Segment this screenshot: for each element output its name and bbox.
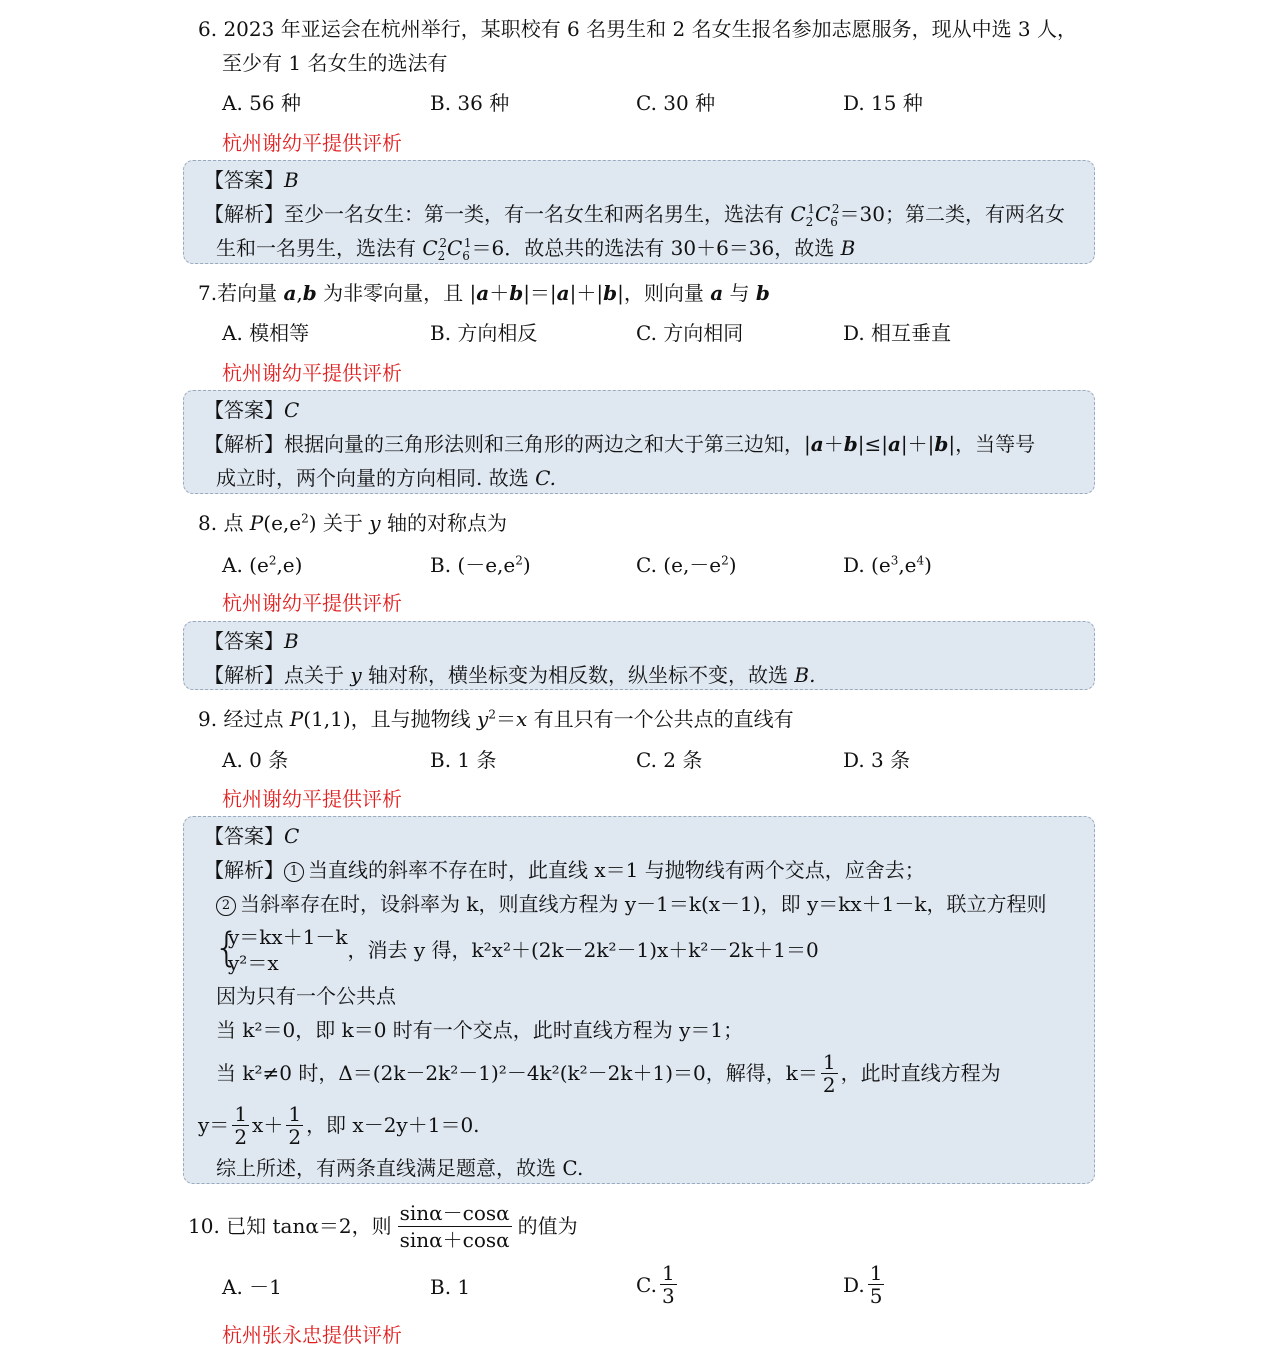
question-8-text: 关于 (316, 511, 370, 535)
option-b[interactable]: B. $(-e,e^2)$ (430, 553, 531, 577)
analysis-text: 当 k²≠0 时，Δ＝(2k－2k²－1)²－4k²(k²－2k＋1)＝0，解得，k＝ (216, 1061, 818, 1085)
answer-box-7: 【答案】C 【解析】根据向量的三角形法则和三角形的两边之和大于第三边知，|a＋b|≤|a|＋|b|，当等号 成立时，两个向量的方向相同. 故选 C. (183, 390, 1095, 494)
option-a[interactable]: A. 模相等 (222, 321, 310, 345)
analysis-tag: 【解析】 (204, 202, 284, 226)
option-d[interactable]: D. 相互垂直 (843, 321, 952, 345)
provider-note: 杭州谢幼平提供评析 (222, 131, 402, 155)
analysis-text: ＝6．故总共的选法有 30＋6＝36，故选 (471, 236, 841, 260)
question-8: 8. 点 $P(e,e^2)$ 关于 y 轴的对称点为 (198, 511, 507, 535)
question-8-text: 8. 点 (198, 511, 250, 535)
answer-tag: 【答案】 (204, 824, 284, 848)
question-9-options (222, 743, 1082, 777)
circled-number: 2 (216, 896, 236, 916)
answer-box-8: 【答案】B 【解析】点关于 y 轴对称，横坐标变为相反数，纵坐标不变，故选 B. (183, 621, 1095, 690)
fraction: $\frac{1}{2}$ (288, 1101, 302, 1149)
fraction: $\frac{\sin\alpha-\cos\alpha}{\sin\alpha+\cos\alpha}$ (399, 1200, 510, 1252)
question-8-options (222, 548, 1082, 582)
analysis-tag: 【解析】 (204, 858, 284, 882)
option-d[interactable]: D. $(e^3,e^4)$ (843, 553, 932, 577)
option-a[interactable]: A. $(e^2,e)$ (222, 553, 303, 577)
option-c[interactable]: C. 30 种 (636, 91, 716, 115)
answer-value: B (284, 168, 299, 192)
analysis-tag: 【解析】 (204, 432, 284, 456)
option-d[interactable]: D. 3 条 (843, 748, 911, 772)
answer-tag: 【答案】 (204, 629, 284, 653)
question-7-text: 若向量 (217, 281, 284, 305)
question-7-options (222, 316, 1082, 350)
option-c[interactable]: C. 2 条 (636, 748, 703, 772)
analysis-choice: B (840, 236, 856, 260)
fraction: $\frac{1}{2}$ (822, 1049, 836, 1097)
question-7-text: ，则向量 (623, 281, 711, 305)
analysis-text: ，此时直线方程为 (840, 1061, 1001, 1085)
question-6 (198, 12, 1098, 80)
equation-system: { y＝kx＋1－k y²＝x (216, 924, 348, 976)
question-6-line1: 6. 2023 年亚运会在杭州举行，某职校有 6 名男生和 2 名女生报名参加志愿服务，现从中选 3 人， (198, 17, 1078, 41)
analysis-text: 因为只有一个公共点 (216, 984, 396, 1008)
option-b[interactable]: B. 1 条 (430, 748, 497, 772)
question-7-text: 为非零向量，且 (316, 281, 470, 305)
analysis-text: 综上所述，有两条直线满足题意，故选 C. (216, 1156, 584, 1180)
answer-box-6: 【答案】B 【解析】至少一名女生：第一类，有一名女生和两名男生，选法有 $C_2^1C_6^2=30$；第二类，有两名女 生和一名男生，选法有 $C_2^2C_6^1=6$．故总共的选法有 30＋6＝36，故选 B (183, 160, 1095, 264)
analysis-text: 当斜率存在时，设斜率为 k，则直线方程为 y－1＝k(x－1)，即 y＝kx＋1－k，联立方程则 (240, 892, 1047, 916)
analysis-tag: 【解析】 (204, 663, 284, 687)
analysis-text: y＝ (198, 1113, 230, 1137)
question-9-text: ，且与抛物线 (350, 707, 478, 731)
question-7-text: 与 (723, 281, 756, 305)
analysis-text: 成立时，两个向量的方向相同. 故选 (216, 466, 536, 490)
answer-box-9 (183, 816, 1095, 1184)
option-c[interactable]: C. $(e,-e^2)$ (636, 553, 737, 577)
question-8-text: 轴的对称点为 (380, 511, 507, 535)
option-d[interactable]: D. $\frac{1}{5}$ (843, 1261, 883, 1308)
option-c[interactable]: C. 方向相同 (636, 321, 744, 345)
answer-value: C (284, 824, 300, 848)
question-9: 9. 经过点 P(1,1)，且与抛物线 $y^2=x$ 有且只有一个公共点的直线有 (198, 707, 794, 731)
question-7: 7.若向量 a,b 为非零向量，且 |a＋b|＝|a|＋|b|，则向量 a 与 b (198, 281, 770, 305)
analysis-text: ，消去 y 得，k²x²＋(2k－2k²－1)x＋k²－2k＋1＝0 (347, 938, 819, 962)
analysis-text: 当 k²＝0，即 k＝0 时有一个交点，此时直线方程为 y＝1； (216, 1018, 744, 1042)
question-9-text: 9. 经过点 (198, 707, 290, 731)
question-7-number: 7. (198, 281, 218, 305)
analysis-choice: B. (794, 663, 816, 687)
option-b[interactable]: B. 方向相反 (430, 321, 538, 345)
analysis-text: 轴对称，横坐标变为相反数，纵坐标不变，故选 (361, 663, 795, 687)
analysis-text: ，即 x－2y＋1＝0. (306, 1113, 480, 1137)
answer-value: C (284, 398, 300, 422)
provider-note: 杭州谢幼平提供评析 (222, 591, 402, 615)
option-c[interactable]: C. $\frac{1}{3}$ (636, 1261, 675, 1308)
question-10-text: 的值为 (517, 1214, 578, 1238)
provider-note: 杭州谢幼平提供评析 (222, 361, 402, 385)
analysis-text: 根据向量的三角形法则和三角形的两边之和大于第三边知， (284, 432, 804, 456)
analysis-choice: C. (535, 466, 557, 490)
analysis-text: 当直线的斜率不存在时，此直线 x＝1 与抛物线有两个交点，应舍去； (308, 858, 925, 882)
option-b[interactable]: B. 1 (430, 1275, 471, 1299)
answer-tag: 【答案】 (204, 168, 284, 192)
question-10 (188, 1198, 1088, 1254)
analysis-text: ＝30；第二类，有两名女 (839, 202, 1065, 226)
question-6-line2: 至少有 1 名女生的选法有 (222, 51, 448, 75)
option-d[interactable]: D. 15 种 (843, 91, 923, 115)
answer-value: B (284, 629, 299, 653)
analysis-text: ，当等号 (955, 432, 1036, 456)
analysis-text: x＋ (252, 1113, 284, 1137)
provider-note: 杭州张永忠提供评析 (222, 1323, 402, 1347)
question-9-text: 有且只有一个公共点的直线有 (527, 707, 794, 731)
analysis-text: 点关于 (284, 663, 351, 687)
option-a[interactable]: A. 56 种 (222, 91, 301, 115)
answer-tag: 【答案】 (204, 398, 284, 422)
circled-number: 1 (284, 862, 304, 882)
analysis-text: 至少一名女生：第一类，有一名女生和两名男生，选法有 (284, 202, 791, 226)
provider-note: 杭州谢幼平提供评析 (222, 787, 402, 811)
option-a[interactable]: A. 0 条 (222, 748, 289, 772)
fraction: $\frac{1}{2}$ (234, 1101, 248, 1149)
option-a[interactable]: A. －1 (222, 1275, 282, 1299)
analysis-text: 生和一名男生，选法有 (216, 236, 423, 260)
question-10-options (222, 1262, 1082, 1312)
question-10-text: 10. 已知 tanα＝2，则 (188, 1214, 392, 1238)
option-b[interactable]: B. 36 种 (430, 91, 510, 115)
question-6-options (222, 86, 1082, 120)
